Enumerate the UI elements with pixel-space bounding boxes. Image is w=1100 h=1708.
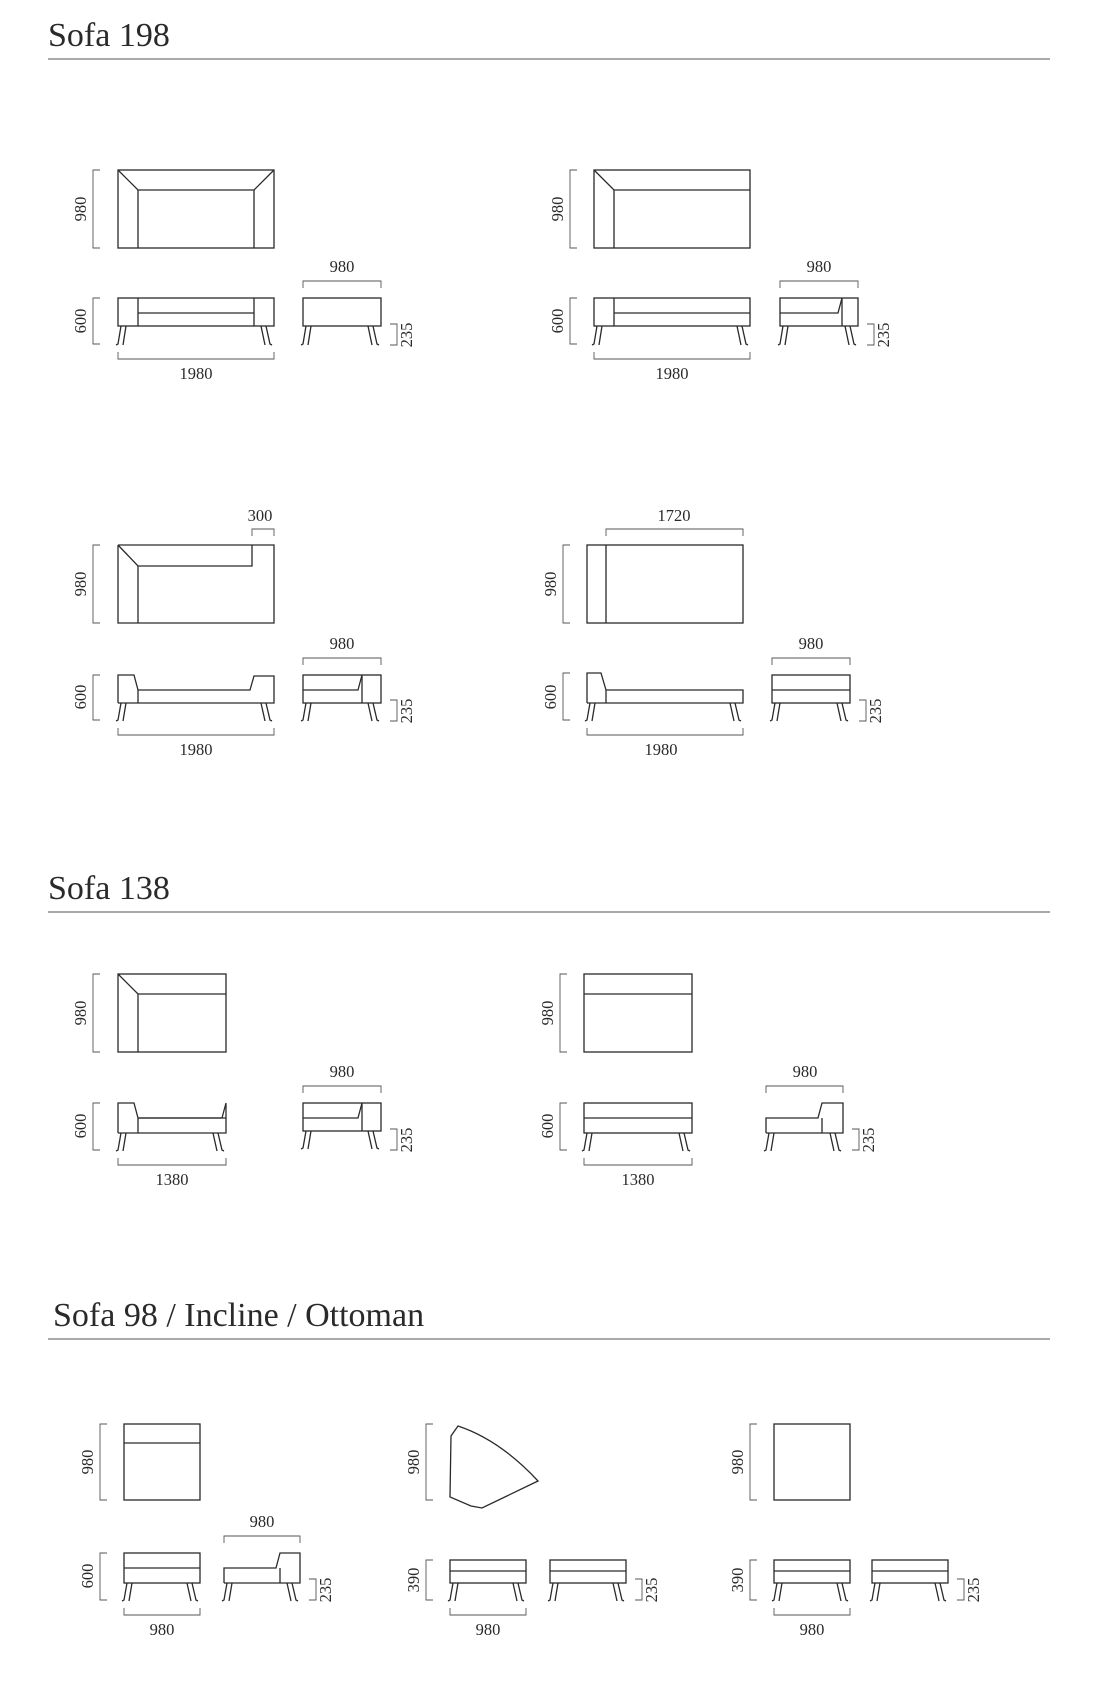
side-view [778,257,893,347]
low-height-label: 390 [404,1567,423,1593]
width-label: 1380 [155,1170,189,1189]
side-view [870,1560,983,1602]
side-view [770,634,885,723]
width-dimension [118,728,274,759]
depth-dimension [548,170,577,248]
front-view [592,298,750,345]
height-dimension [541,673,570,720]
seat-height-label: 235 [866,698,885,724]
height-label: 600 [541,684,560,710]
depth-label: 980 [71,1000,90,1026]
side-view [301,257,416,347]
section-title-sofa-198: Sofa 198 [48,17,170,54]
depth-dimension [78,1424,107,1500]
sofa-138-arm [71,974,416,1189]
width-label: 1980 [179,740,213,759]
width-label: 1980 [655,364,689,383]
width-dimension [118,352,274,383]
height-dimension [728,1560,757,1600]
height-label: 600 [71,308,90,334]
side-depth-label: 980 [329,634,355,653]
width-dimension [118,1158,226,1189]
seat-height-label: 235 [397,322,416,348]
sofa-198-chaise [541,506,885,759]
seat-height-label: 235 [642,1577,661,1603]
top-view [774,1424,850,1500]
width-dimension [587,728,743,759]
depth-dimension [71,170,100,248]
side-depth-label: 980 [798,634,824,653]
height-label: 600 [78,1563,97,1589]
low-height-label: 390 [728,1567,747,1593]
width-label: 1380 [621,1170,655,1189]
sofa-198-one-arm [548,170,893,383]
height-dimension [71,1103,100,1150]
width-dimension [584,1158,692,1189]
height-label: 600 [71,1113,90,1139]
height-label: 600 [538,1113,557,1139]
depth-label: 980 [71,196,90,222]
height-dimension [78,1553,107,1600]
width-dimension [124,1608,200,1639]
top-view [594,170,750,248]
depth-dimension [71,545,100,623]
seat-height-label: 235 [859,1127,878,1153]
width-dimension [774,1608,850,1639]
depth-dimension [404,1424,433,1500]
depth-dimension [541,545,570,623]
height-label: 600 [71,684,90,710]
front-view [122,1553,200,1601]
section-title-sofa-98-incline-ottoman: Sofa 98 / Incline / Ottoman [53,1297,425,1334]
side-view [222,1512,335,1602]
depth-label: 980 [548,196,567,222]
sofa-138-armless [538,974,878,1189]
depth-label: 980 [71,571,90,597]
depth-dimension [728,1424,757,1500]
top-view [118,974,226,1052]
depth-label: 980 [541,571,560,597]
width-label: 980 [475,1620,501,1639]
top-view [584,974,692,1052]
side-view [301,634,416,723]
height-dimension [548,298,577,344]
top-view [118,170,274,248]
top-view [118,506,274,623]
side-depth-label: 980 [249,1512,275,1531]
sofa-198-open-end [71,506,416,759]
seat-height-label: 235 [874,322,893,348]
side-view [764,1062,878,1152]
front-view [582,1103,692,1151]
side-depth-label: 980 [329,257,355,276]
width-dimension [594,352,750,383]
seat-length-label: 1720 [657,506,691,525]
sofa-198-two-arm [71,170,416,383]
side-depth-label: 980 [329,1062,355,1081]
incline [404,1424,661,1639]
depth-label: 980 [78,1449,97,1475]
depth-label: 980 [728,1449,747,1475]
height-dimension [71,675,100,720]
depth-label: 980 [404,1449,423,1475]
height-dimension [71,298,100,344]
seat-height-label: 235 [397,1127,416,1153]
front-view [116,675,274,721]
width-label: 1980 [644,740,678,759]
height-label: 600 [548,308,567,334]
top-view [124,1424,200,1500]
width-label: 1980 [179,364,213,383]
seat-height-label: 235 [397,698,416,724]
height-dimension [538,1103,567,1150]
side-depth-label: 980 [806,257,832,276]
seat-height-label: 235 [964,1577,983,1603]
width-label: 980 [799,1620,825,1639]
depth-dimension [71,974,100,1052]
width-dimension [450,1608,526,1639]
front-view [116,298,274,345]
front-view [772,1560,850,1601]
depth-label: 980 [538,1000,557,1026]
side-view [301,1062,416,1152]
height-dimension [404,1560,433,1600]
front-view [585,673,743,721]
ottoman [728,1424,983,1639]
top-view [587,506,743,623]
width-label: 980 [149,1620,175,1639]
depth-dimension [538,974,567,1052]
front-view [448,1560,526,1601]
front-view [116,1103,226,1151]
side-view [548,1560,661,1602]
arm-width-label: 300 [247,506,273,525]
side-depth-label: 980 [792,1062,818,1081]
top-view [450,1426,538,1508]
section-title-sofa-138: Sofa 138 [48,870,170,907]
seat-height-label: 235 [316,1577,335,1603]
sofa-98 [78,1424,335,1639]
